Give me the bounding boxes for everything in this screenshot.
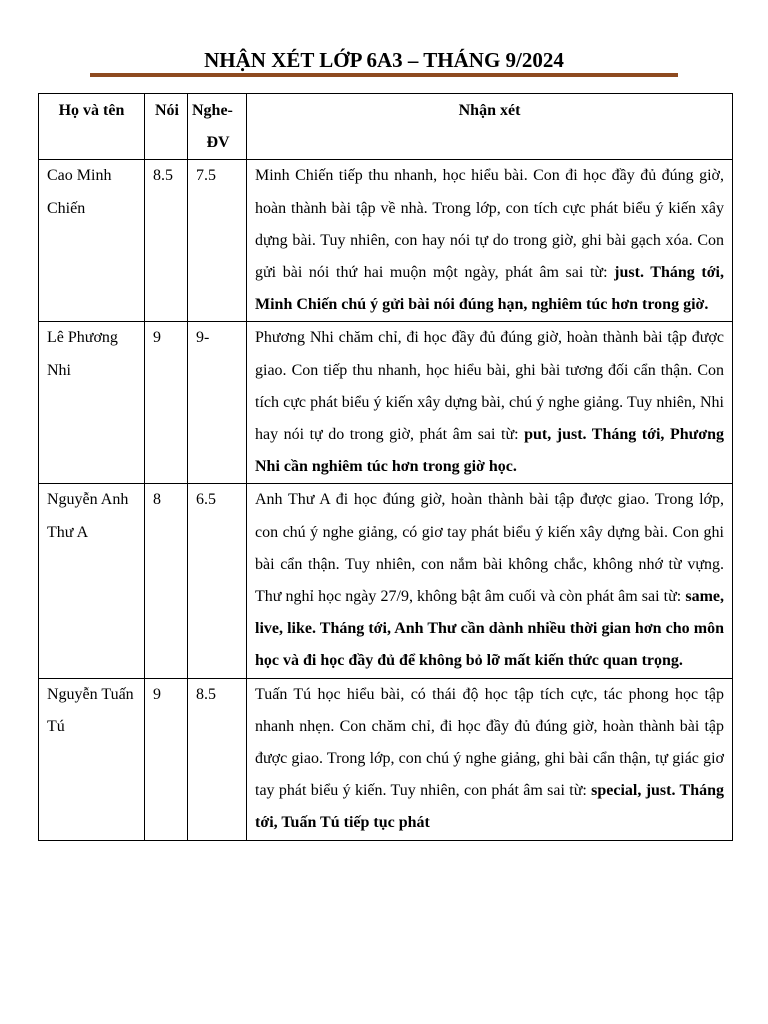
comment-highlight: same, live, like. Tháng tới, Anh Thư cần dành nhiều thời gian hơn cho môn học và đi học đầy đủ để không bỏ lỡ mất kiến thức quan trọng. [255, 588, 724, 670]
student-name: Cao Minh Chiến [39, 160, 145, 322]
comment-highlight: just. Tháng tới, Minh Chiến chú ý gửi bài nói đúng hạn, nghiêm túc hơn trong giờ. [255, 264, 725, 314]
student-name: Lê Phương Nhi [39, 322, 145, 484]
student-comments-table [38, 93, 733, 841]
comment-highlight: put, just. Tháng tới, Phương Nhi cần nghiêm túc hơn trong giờ học. [255, 426, 724, 476]
comment-cell [247, 322, 733, 484]
speaking-score: 8.5 [145, 160, 188, 322]
header-comment: Nhận xét [247, 94, 733, 160]
comment-cell [247, 484, 733, 678]
table-row [39, 484, 733, 678]
header-listening-line2: ĐV [206, 134, 230, 152]
listening-score: 9- [188, 322, 247, 484]
listening-score: 8.5 [188, 678, 247, 840]
comment-cell [247, 678, 733, 840]
comment-cell [247, 160, 733, 322]
speaking-score: 8 [145, 484, 188, 678]
title-underline [90, 73, 678, 77]
table-row [39, 322, 733, 484]
header-speaking: Nói [145, 94, 188, 160]
student-name: Nguyễn Tuấn Tú [39, 678, 145, 840]
student-name: Nguyễn Anh Thư A [39, 484, 145, 678]
document-title: NHẬN XÉT LỚP 6A3 – THÁNG 9/2024 [204, 48, 564, 72]
header-name: Họ và tên [39, 94, 145, 160]
listening-score: 7.5 [188, 160, 247, 322]
speaking-score: 9 [145, 322, 188, 484]
comment-highlight: special, just. Tháng tới, Tuấn Tú tiếp tục phát [255, 782, 724, 832]
table-row [39, 160, 733, 322]
speaking-score: 9 [145, 678, 188, 840]
table-row [39, 678, 733, 840]
comment-text: Minh Chiến tiếp thu nhanh, học hiểu bài. Con đi học đầy đủ đúng giờ, hoàn thành bài tập về nhà. Trong lớp, con tích cực phát biểu ý kiến xây dựng bài. Tuy nhiên, con hay nói tự do trong giờ, ghi bài gạch xóa. Con gửi bài nói thứ hai muộn một ngày, phát âm sai từ: [255, 167, 724, 282]
header-listening-line1: Nghe- [192, 102, 233, 119]
table-header-row [39, 94, 733, 160]
listening-score: 6.5 [188, 484, 247, 678]
comment-text: Phương Nhi chăm chỉ, đi học đầy đủ đúng giờ, hoàn thành bài tập được giao. Con tiếp thu nhanh, học hiểu bài, ghi bài tương đối cẩn thận. Con tích cực phát biểu ý kiến xây dựng bài, chú ý nghe giảng. Tuy nhiên, Nhi hay nói tự do trong giờ, phát âm sai từ: [255, 329, 724, 444]
comment-text: Anh Thư A đi học đúng giờ, hoàn thành bài tập được giao. Trong lớp, con chú ý nghe giảng, có giơ tay phát biểu ý kiến xây dựng bài. Con ghi bài cẩn thận. Tuy nhiên, con nắm bài không chắc, không nhớ từ vựng. Thư nghỉ học ngày 27/9, không bật âm cuối và còn phát âm sai từ: [255, 491, 724, 606]
header-listening [188, 94, 247, 160]
comment-text: Tuấn Tú học hiểu bài, có thái độ học tập tích cực, tác phong học tập nhanh nhẹn. Con chăm chỉ, đi học đầy đủ đúng giờ, hoàn thành bài tập được giao. Trong lớp, con chú ý nghe giảng, ghi bài cẩn thận, tự giác giơ tay phát biểu ý kiến. Tuy nhiên, con phát âm sai từ: [255, 685, 724, 800]
